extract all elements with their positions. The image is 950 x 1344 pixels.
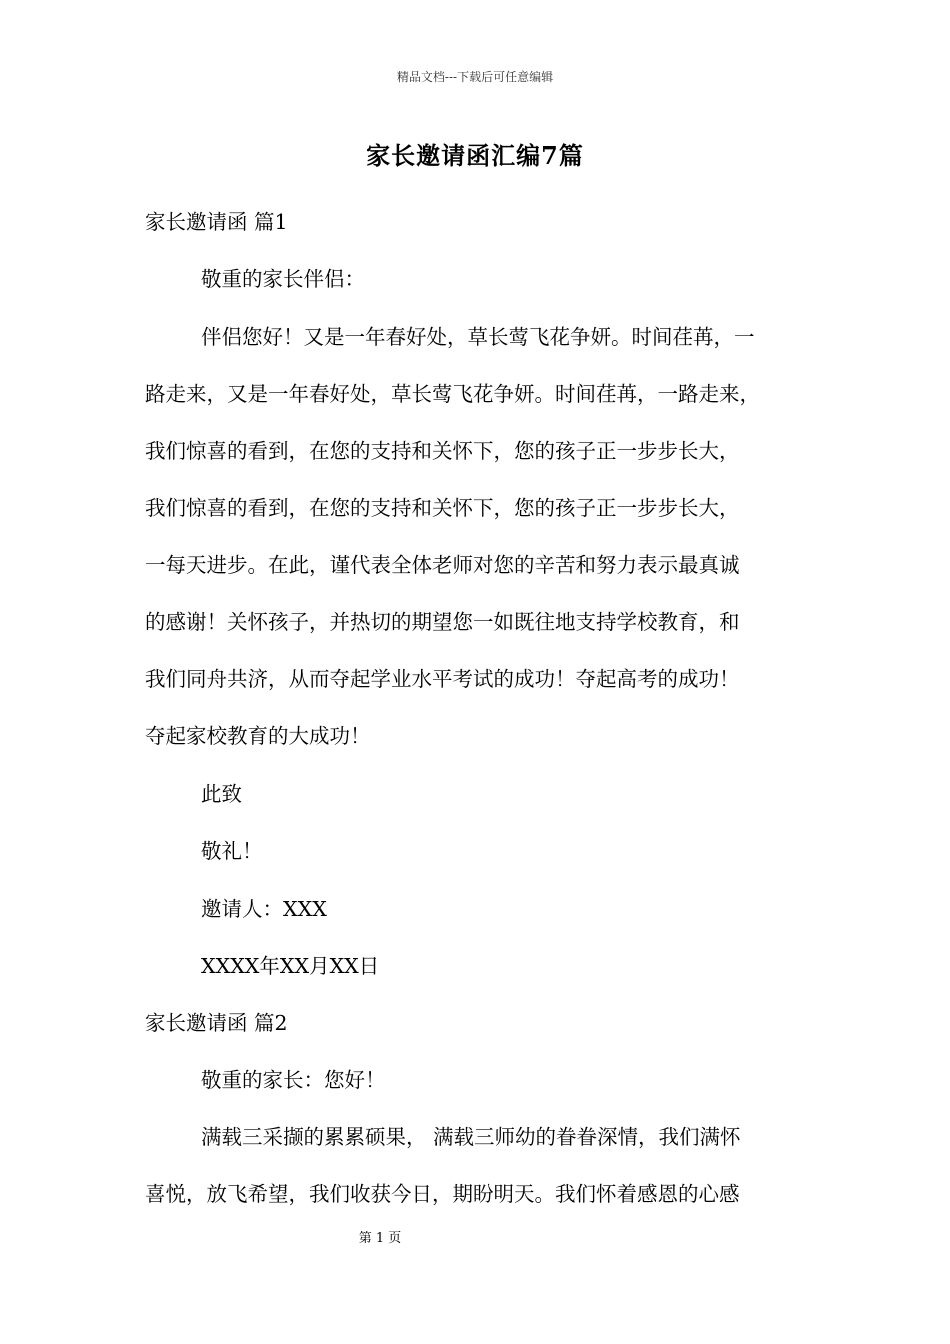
body-line: 我们同舟共济，从而夺起学业水平考试的成功！夺起高考的成功！ (145, 667, 740, 691)
body-line: 的感谢！关怀孩子，并热切的期望您一如既往地支持学校教育，和 (145, 610, 740, 634)
closing-line: 敬礼！ (201, 839, 263, 863)
page-number: 第 1 页 (358, 1231, 402, 1246)
body-line: 伴侣您好！又是一年春好处，草长莺飞花争妍。时间荏苒，一 (201, 325, 755, 349)
inviter-line: 邀请人：XXX (201, 897, 327, 921)
body-line: 一每天进步。在此，谨代表全体老师对您的辛苦和努力表示最真诚 (145, 553, 740, 577)
salutation-2: 敬重的家长：您好！ (201, 1068, 386, 1092)
header-note: 精品文档---下载后可任意编辑 (396, 70, 554, 84)
body-line: 路走来，又是一年春好处，草长莺飞花争妍。时间荏苒，一路走来， (145, 382, 760, 406)
body-line: 满载三采撷的累累硕果， 满载三师幼的眷眷深情，我们满怀 (201, 1125, 741, 1149)
body-line: 我们惊喜的看到，在您的支持和关怀下，您的孩子正一步步长大， (145, 496, 740, 520)
closing-line: 此致 (201, 782, 242, 806)
body-line: 喜悦，放飞希望，我们收获今日，期盼明天。我们怀着感恩的心感 (145, 1182, 740, 1206)
section-heading-1: 家长邀请函 篇1 (145, 210, 288, 234)
body-line: 我们惊喜的看到，在您的支持和关怀下，您的孩子正一步步长大， (145, 439, 740, 463)
date-line: XXXX年XX月XX日 (201, 954, 380, 978)
body-line: 夺起家校教育的大成功！ (145, 724, 371, 748)
section-heading-2: 家长邀请函 篇2 (145, 1011, 288, 1035)
salutation-1: 敬重的家长伴侣： (201, 267, 365, 291)
document-title: 家长邀请函汇编7篇 (366, 141, 584, 170)
